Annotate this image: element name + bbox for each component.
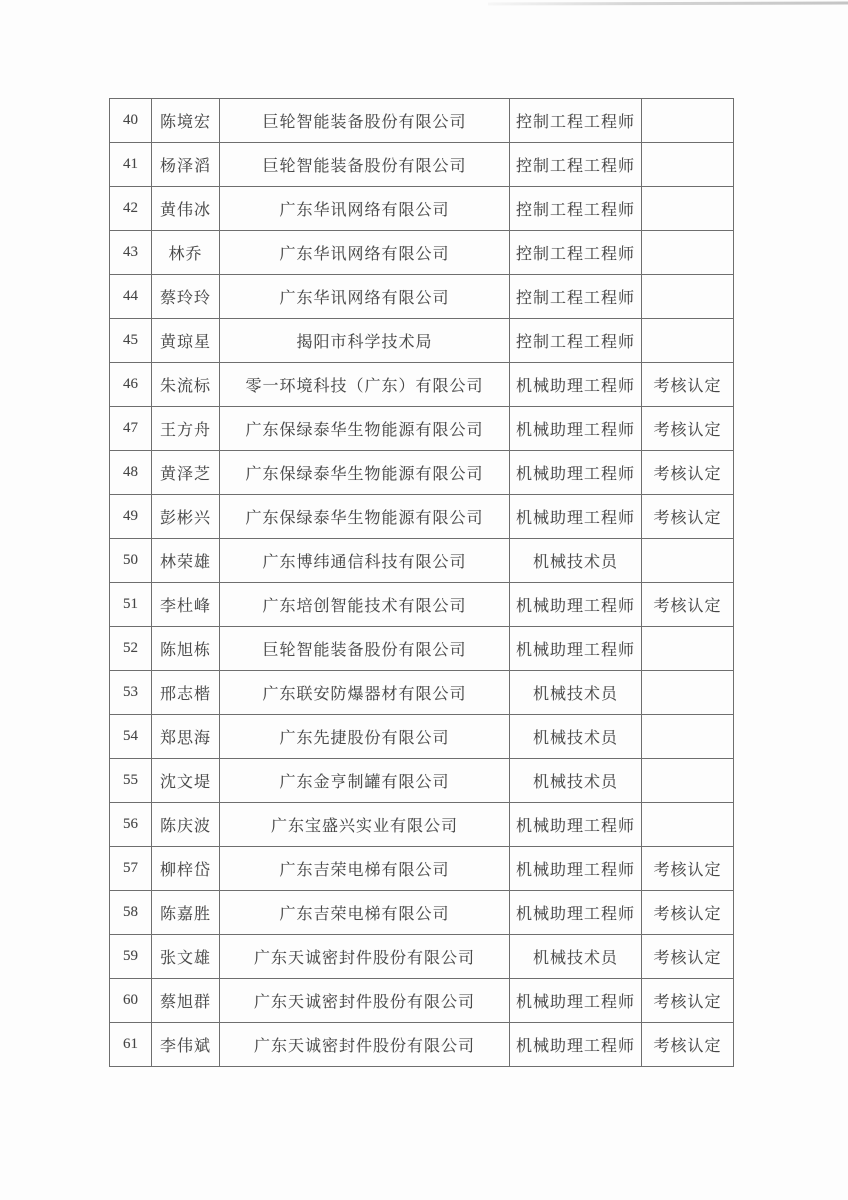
cell-company: 巨轮智能装备股份有限公司 [220,143,510,187]
cell-name: 陈境宏 [152,99,220,143]
cell-no: 57 [110,847,152,891]
cell-company: 广东保绿泰华生物能源有限公司 [220,495,510,539]
cell-title: 控制工程工程师 [510,99,642,143]
cell-company: 广东保绿泰华生物能源有限公司 [220,451,510,495]
cell-remark: 考核认定 [642,891,734,935]
cell-name: 蔡玲玲 [152,275,220,319]
cell-remark [642,715,734,759]
cell-remark [642,627,734,671]
cell-name: 郑思海 [152,715,220,759]
cell-no: 44 [110,275,152,319]
certification-table-body [110,99,734,1067]
cell-no: 46 [110,363,152,407]
cell-title: 机械助理工程师 [510,407,642,451]
table-row [110,451,734,495]
cell-title: 机械技术员 [510,539,642,583]
cell-company: 巨轮智能装备股份有限公司 [220,99,510,143]
cell-no: 40 [110,99,152,143]
cell-remark [642,803,734,847]
cell-name: 黄琼星 [152,319,220,363]
cell-name: 柳梓岱 [152,847,220,891]
cell-no: 61 [110,1023,152,1067]
certification-table [109,98,734,1067]
cell-no: 42 [110,187,152,231]
cell-no: 43 [110,231,152,275]
table-row [110,759,734,803]
cell-remark [642,187,734,231]
cell-no: 53 [110,671,152,715]
cell-name: 林荣雄 [152,539,220,583]
cell-company: 广东华讯网络有限公司 [220,231,510,275]
table-row [110,539,734,583]
cell-company: 广东联安防爆器材有限公司 [220,671,510,715]
cell-name: 邢志楷 [152,671,220,715]
cell-name: 蔡旭群 [152,979,220,1023]
cell-remark [642,99,734,143]
cell-title: 机械助理工程师 [510,627,642,671]
cell-company: 广东天诚密封件股份有限公司 [220,1023,510,1067]
cell-title: 机械技术员 [510,759,642,803]
cell-name: 朱流标 [152,363,220,407]
cell-name: 王方舟 [152,407,220,451]
cell-no: 49 [110,495,152,539]
cell-company: 巨轮智能装备股份有限公司 [220,627,510,671]
cell-title: 机械技术员 [510,671,642,715]
cell-remark: 考核认定 [642,583,734,627]
cell-remark: 考核认定 [642,1023,734,1067]
cell-title: 机械助理工程师 [510,847,642,891]
cell-name: 林乔 [152,231,220,275]
table-row [110,891,734,935]
cell-company: 零一环境科技（广东）有限公司 [220,363,510,407]
cell-remark: 考核认定 [642,847,734,891]
cell-name: 黄伟冰 [152,187,220,231]
cell-remark [642,319,734,363]
table-row [110,847,734,891]
cell-no: 59 [110,935,152,979]
cell-company: 广东先捷股份有限公司 [220,715,510,759]
cell-no: 54 [110,715,152,759]
cell-company: 广东金亨制罐有限公司 [220,759,510,803]
table-row [110,143,734,187]
cell-name: 陈庆波 [152,803,220,847]
cell-no: 58 [110,891,152,935]
cell-company: 广东培创智能技术有限公司 [220,583,510,627]
table-row [110,363,734,407]
cell-remark [642,231,734,275]
cell-title: 机械助理工程师 [510,451,642,495]
cell-name: 陈旭栋 [152,627,220,671]
table-row [110,979,734,1023]
table-row [110,407,734,451]
table-row [110,671,734,715]
cell-no: 55 [110,759,152,803]
cell-title: 机械助理工程师 [510,979,642,1023]
cell-name: 黄泽芝 [152,451,220,495]
cell-name: 李伟斌 [152,1023,220,1067]
table-row [110,495,734,539]
cell-remark: 考核认定 [642,979,734,1023]
cell-no: 45 [110,319,152,363]
cell-title: 机械助理工程师 [510,1023,642,1067]
table-row [110,715,734,759]
cell-name: 李杜峰 [152,583,220,627]
cell-remark [642,539,734,583]
cell-name: 彭彬兴 [152,495,220,539]
cell-no: 60 [110,979,152,1023]
cell-company: 广东天诚密封件股份有限公司 [220,935,510,979]
cell-remark: 考核认定 [642,363,734,407]
cell-remark: 考核认定 [642,451,734,495]
cell-title: 控制工程工程师 [510,231,642,275]
cell-title: 控制工程工程师 [510,319,642,363]
table-row [110,99,734,143]
cell-company: 广东宝盛兴实业有限公司 [220,803,510,847]
cell-no: 51 [110,583,152,627]
cell-no: 52 [110,627,152,671]
cell-remark [642,143,734,187]
cell-company: 广东吉荣电梯有限公司 [220,891,510,935]
cell-title: 机械助理工程师 [510,363,642,407]
cell-remark: 考核认定 [642,407,734,451]
cell-remark [642,671,734,715]
cell-company: 广东博纬通信科技有限公司 [220,539,510,583]
cell-title: 机械助理工程师 [510,803,642,847]
cell-company: 广东华讯网络有限公司 [220,187,510,231]
cell-company: 广东吉荣电梯有限公司 [220,847,510,891]
cell-no: 48 [110,451,152,495]
table-row [110,627,734,671]
cell-title: 控制工程工程师 [510,187,642,231]
cell-company: 揭阳市科学技术局 [220,319,510,363]
cell-title: 机械技术员 [510,935,642,979]
cell-remark [642,759,734,803]
cell-no: 56 [110,803,152,847]
table-row [110,935,734,979]
cell-title: 控制工程工程师 [510,275,642,319]
table-row [110,231,734,275]
table-row [110,319,734,363]
cell-company: 广东保绿泰华生物能源有限公司 [220,407,510,451]
cell-no: 47 [110,407,152,451]
cell-title: 机械助理工程师 [510,891,642,935]
cell-title: 机械助理工程师 [510,583,642,627]
cell-remark [642,275,734,319]
cell-remark: 考核认定 [642,495,734,539]
cell-no: 50 [110,539,152,583]
cell-title: 机械助理工程师 [510,495,642,539]
scan-streak-artifact [488,2,848,6]
cell-remark: 考核认定 [642,935,734,979]
table-row [110,187,734,231]
cell-company: 广东华讯网络有限公司 [220,275,510,319]
table-row [110,583,734,627]
cell-title: 控制工程工程师 [510,143,642,187]
cell-name: 张文雄 [152,935,220,979]
cell-company: 广东天诚密封件股份有限公司 [220,979,510,1023]
cell-name: 沈文堤 [152,759,220,803]
table-row [110,275,734,319]
cell-name: 陈嘉胜 [152,891,220,935]
cell-title: 机械技术员 [510,715,642,759]
cell-no: 41 [110,143,152,187]
table-row [110,803,734,847]
table-row [110,1023,734,1067]
cell-name: 杨泽滔 [152,143,220,187]
